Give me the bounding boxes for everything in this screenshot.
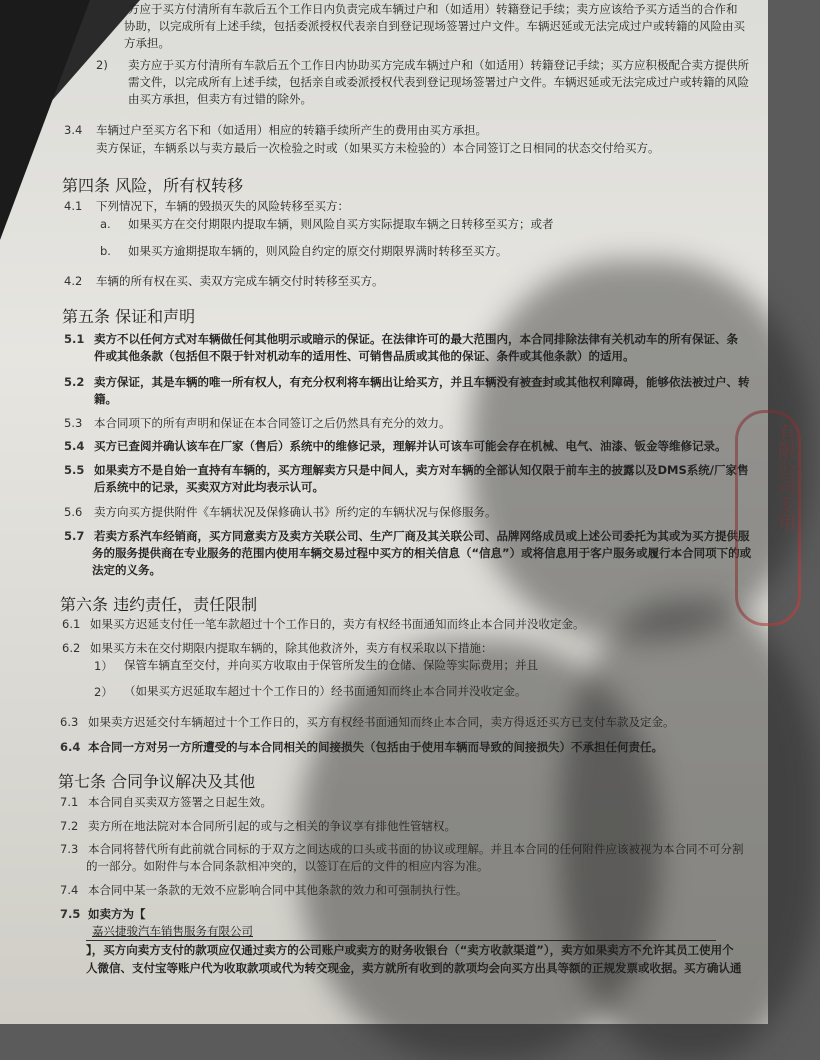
company-seal-stamp — [735, 410, 801, 626]
text-line: 由买方承担，但卖方有过错的除外。 — [128, 92, 312, 106]
text-line: 车辆的所有权在买、卖双方完成车辆交付时转移至买方。 — [96, 274, 384, 288]
article-heading: 第六条 违约责任，责任限制 — [60, 595, 258, 614]
text-line: 本合同一方对另一方所遭受的与本合同相关的间接损失（包括由于使用车辆而导致的间接损失）不承担任何责任。 — [88, 740, 663, 754]
clause-number: 6.1 — [62, 617, 81, 631]
text-line: 如果买方未在交付期限内提取车辆的，除其他救济外，卖方有权采取以下措施： — [90, 641, 493, 655]
clause-number: 7.5 — [60, 907, 81, 921]
text-line: 如卖方为【 — [88, 907, 146, 921]
clause-number: 7.3 — [60, 842, 79, 856]
article-heading: 第五条 保证和声明 — [62, 307, 196, 326]
text-line: 下列情况下，车辆的毁损灭失的风险转移至买方： — [96, 199, 349, 213]
text-line: 卖方不以任何方式对车辆做任何其他明示或暗示的保证。在法律许可的最大范围内，本合同排除法律有关机动车的所有保证、条 — [94, 332, 738, 346]
clause-number: 6.3 — [60, 715, 79, 729]
item-number: 2） — [94, 685, 113, 699]
text-line: 如果卖方迟延交付车辆超过十个工作日的，买方有权经书面通知而终止本合同，卖方得返还买方已支付车款及定金。 — [88, 715, 675, 729]
clause-number: 5.1 — [64, 332, 85, 346]
text-line: 籍。 — [94, 392, 117, 406]
clause-number: 7.4 — [60, 883, 79, 897]
text-line: 买方已查阅并确认该车在厂家（售后）系统中的维修记录，理解并认可该车可能会存在机械、电气、油漆、钣金等维修记录。 — [94, 439, 727, 453]
text-line: 卖方所在地法院对本合同所引起的或与之相关的争议享有排他性管辖权。 — [88, 819, 456, 833]
text-line: 保管车辆直至交付，并向买方收取由于保管所发生的仓储、保险等实际费用；并且 — [124, 658, 538, 672]
clause-number: 5.5 — [64, 463, 85, 477]
text-line: 务的服务提供商在专业服务的范围内使用车辆交易过程中买方的相关信息（“信息”）或将信息用于客户服务或履行本合同项下的或 — [92, 546, 752, 560]
clause-number: 3.4 — [64, 123, 83, 137]
clause-number: 4.2 — [64, 274, 83, 288]
item-number: 2) — [96, 58, 108, 72]
text-line: 后系统中的记录，买卖双方对此均表示认可。 — [94, 480, 324, 494]
text-line: 的一部分。如附件与本合同条款相冲突的，以签订在后的文件的相应内容为准。 — [86, 859, 489, 873]
text-line: 方应于买方付清所有车款后五个工作日内负责完成车辆过户和（如适用）转籍登记手续；卖方应该给予买方适当的合作和 — [128, 2, 738, 16]
clause-number: 4.1 — [64, 199, 83, 213]
text-line: 件或其他条款（包括但不限于针对机动车的适用性、可销售品质或其他的保证、条件或其他条款）的适用。 — [94, 349, 635, 363]
text-line: 如果卖方不是自始一直持有车辆的，买方理解卖方只是中间人，卖方对车辆的全部认知仅限于前车主的披露以及DMS系统/厂家售 — [94, 463, 749, 477]
text-line: 本合同中某一条款的无效不应影响合同中其他条款的效力和可强制执行性。 — [88, 883, 468, 897]
clause-number: 7.1 — [60, 795, 79, 809]
clause-number: 5.4 — [64, 439, 85, 453]
stamp-text: 有限公司专用 — [775, 423, 796, 531]
clause-number: 5.7 — [64, 529, 85, 543]
text-line: 法定的义务。 — [92, 563, 161, 577]
clause-number: 5.2 — [64, 375, 85, 389]
clause-number: 6.2 — [62, 641, 81, 655]
text-line: 如果买方逾期提取车辆的，则风险自约定的原交付期限界满时转移至买方。 — [128, 244, 508, 258]
text-line: 人微信、支付宝等账户代为收取款项或代为转交现金，卖方就所有收到的款项均会向买方出具等额的正规发票或收据。买方确认通 — [86, 961, 742, 975]
seller-company-name: 嘉兴捷骏汽车销售服务有限公司 — [92, 924, 253, 938]
text-line: 如果买方在交付期限内提取车辆，则风险自买方实际提取车辆之日转移至买方；或者 — [128, 217, 554, 231]
clause-number: 7.2 — [60, 819, 79, 833]
article-heading: 第四条 风险，所有权转移 — [62, 176, 244, 195]
article-heading: 第七条 合同争议解决及其他 — [58, 772, 256, 791]
text-line: 】，买方向卖方支付的款项应仅通过卖方的公司账户或卖方的财务收银台（“卖方收款渠道”），卖方如果卖方不允许其员工使用个 — [86, 943, 734, 957]
text-line: （如果买方迟延取车超过十个工作日的）经书面通知而终止本合同并没收定金。 — [124, 684, 527, 698]
text-line: 卖方应于买方付清所有车款后五个工作日内协助买方完成车辆过户和（如适用）转籍登记手续；买方应积极配合卖方提供所 — [128, 58, 749, 72]
text-line: 卖方向买方提供附件《车辆状况及保修确认书》所约定的车辆状况与保修服务。 — [94, 505, 497, 519]
text-line: 车辆过户至买方名下和（如适用）相应的转籍手续所产生的费用由买方承担。 — [96, 123, 487, 137]
text-line: 方承担。 — [124, 36, 170, 50]
item-number: b. — [100, 244, 111, 258]
text-line: 卖方保证，车辆系以与卖方最后一次检验之时或（如果买方未检验的）本合同签订之日相同的状态交付给买方。 — [96, 141, 660, 155]
text-line: 本合同项下的所有声明和保证在本合同签订之后仍然具有充分的效力。 — [94, 416, 451, 430]
text-line: 需文件，以完成所有上述手续，包括亲自或委派授权代表到登记现场签署过户文件。车辆迟延或无法完成过户或转籍的风险 — [128, 75, 749, 89]
item-number: 1） — [94, 659, 113, 673]
text-line: 本合同将替代所有此前就合同标的于双方之间达成的口头或书面的协议或理解。并且本合同的任何附件应该被视为本合同不可分割 — [88, 842, 744, 856]
item-number: a. — [100, 217, 111, 231]
clause-number: 6.4 — [60, 740, 81, 754]
clause-number: 5.6 — [64, 505, 83, 519]
text-line: 协助，以完成所有上述手续，包括委派授权代表亲自到登记现场签署过户文件。车辆迟延或无法完成过户或转籍的风险由买 — [124, 19, 745, 33]
divider — [86, 940, 716, 941]
clause-number: 5.3 — [64, 416, 83, 430]
text-line: 如果买方迟延支付任一笔车款超过十个工作日的，卖方有权经书面通知而终止本合同并没收定金。 — [90, 617, 585, 631]
text-line: 若卖方系汽车经销商，买方同意卖方及卖方关联公司、生产厂商及其关联公司、品牌网络成员或上述公司委托为其或为买方提供服 — [94, 529, 750, 543]
text-line: 本合同自买卖双方签署之日起生效。 — [88, 795, 272, 809]
text-line: 卖方保证，其是车辆的唯一所有权人，有充分权利将车辆出让给买方，并且车辆没有被查封或其他权利障碍，能够依法被过户、转 — [94, 375, 750, 389]
photo-shadow — [560, 600, 820, 1060]
